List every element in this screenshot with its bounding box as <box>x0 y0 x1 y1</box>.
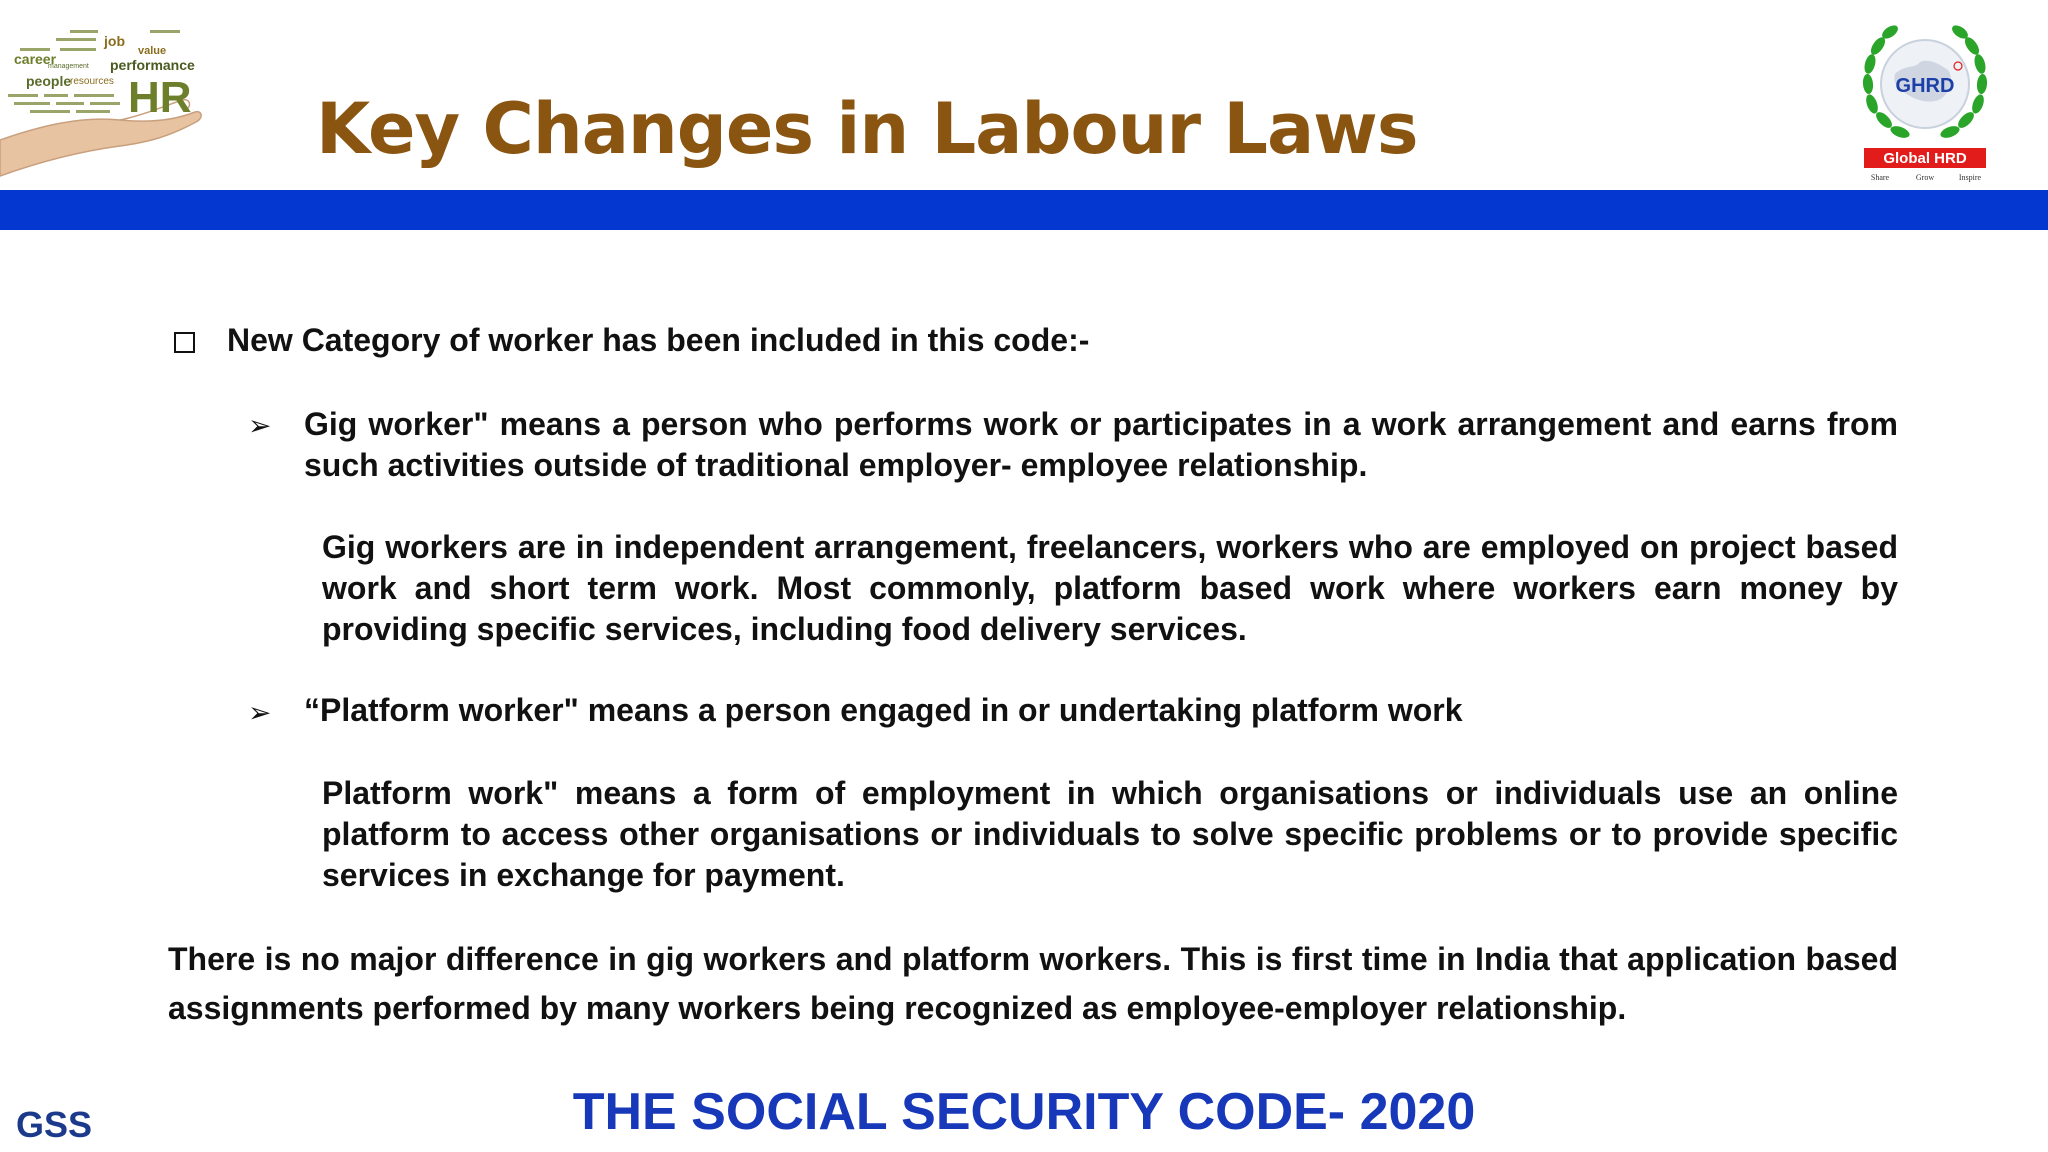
conclusion-text: There is no major difference in gig workers and platform workers. This is first time in India that application based assignments performed by many workers being recognized as employee-employer relationship. <box>168 941 1898 1026</box>
svg-text:Global HRD: Global HRD <box>1883 150 1967 167</box>
svg-text:value: value <box>138 45 167 57</box>
gig-worker-definition: Gig worker" means a person who performs work or participates in a work arrangement and earns from such activities outside of traditional employer- employee relationship. <box>304 406 1898 483</box>
svg-text:resources: resources <box>70 76 114 87</box>
footer-title: THE SOCIAL SECURITY CODE- 2020 <box>572 1083 1476 1141</box>
gig-worker-explanation: Gig workers are in independent arrangement, freelancers, workers who are employed on project based work and short term work. Most commonly, platform based work where workers earn money by providing specific services, including food delivery services. <box>322 529 1898 647</box>
arrow-bullet-icon: ➢ <box>248 410 272 441</box>
footer-tag: GSS <box>16 1104 93 1145</box>
svg-text:career: career <box>14 51 57 67</box>
svg-text:GHRD: GHRD <box>1895 75 1955 97</box>
page-title: Key Changes in Labour Laws <box>316 88 1418 170</box>
svg-text:Grow: Grow <box>1915 173 1935 182</box>
platform-work-explanation: Platform work" means a form of employment in which organisations or individuals use an online platform to access other organisations or individuals to solve specific problems or to provide specific services in exchange for payment. <box>322 775 1898 893</box>
svg-text:Share: Share <box>1870 173 1890 182</box>
svg-text:job: job <box>104 33 125 49</box>
svg-text:Inspire: Inspire <box>1958 173 1982 182</box>
svg-text:people: people <box>26 73 72 89</box>
header-divider-band <box>0 190 2048 230</box>
arrow-bullet-icon: ➢ <box>248 697 272 728</box>
svg-text:performance: performance <box>110 57 195 73</box>
ghrd-laurel-globe-icon <box>1850 14 2000 186</box>
svg-text:management: management <box>48 63 89 70</box>
platform-worker-definition: “Platform worker" means a person engaged in or undertaking platform work <box>304 692 1463 728</box>
checkbox-bullet-icon <box>174 332 195 353</box>
svg-text:HR: HR <box>128 73 192 122</box>
intro-text: New Category of worker has been included in this code:- <box>227 322 1090 358</box>
hr-word-cloud-hand-icon <box>0 8 210 183</box>
